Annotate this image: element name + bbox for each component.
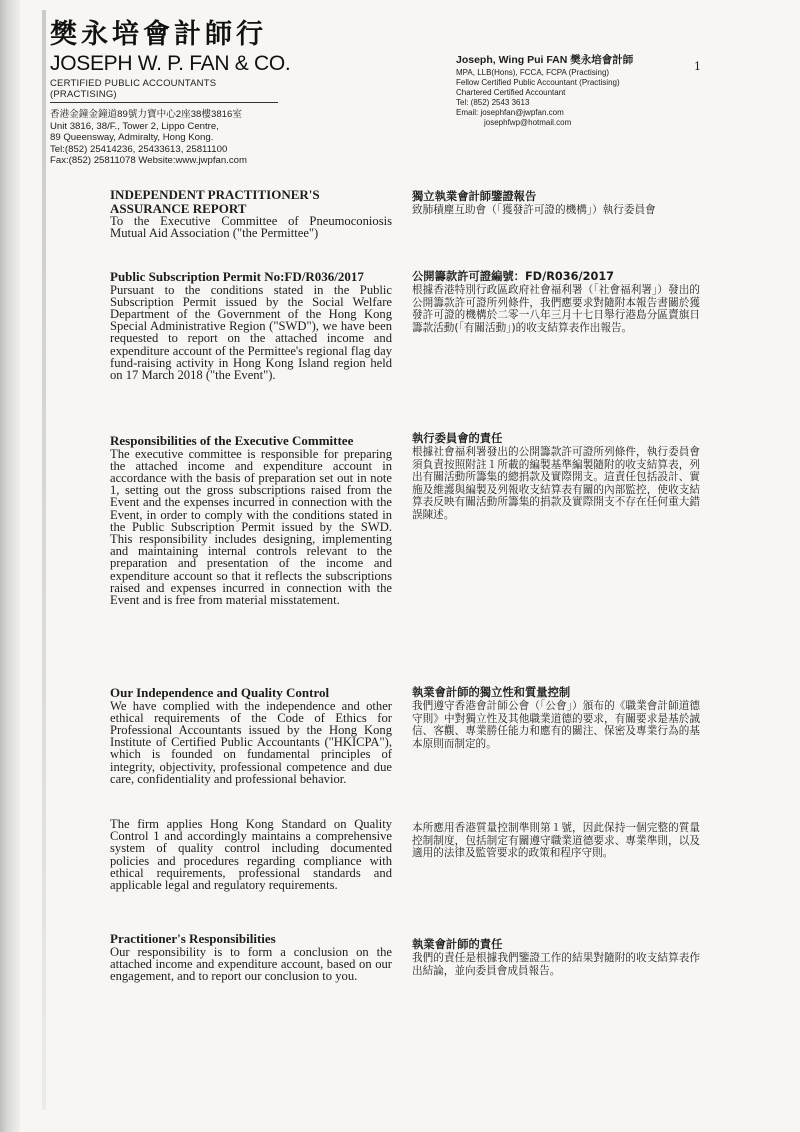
responsibilities-text-zh: 根據社會福利署發出的公開籌款許可證所列條件，執行委員會須負責按照附註１所載的編製基準編製隨附的收支結算表，列出有關活動所籌集的總捐款及實際開支。這責任包括設計、實施及維護與編製及列報收支結算表有關的內部監控，使收支結算表反映有關活動所籌集的捐款及實際開支不存在任何重大錯誤陳述。 <box>412 446 700 521</box>
partner-line: Fellow Certified Public Accountant (Practising) <box>456 78 620 87</box>
zh-title-block <box>412 190 700 217</box>
responsibilities-heading-zh: 執行委員會的責任 <box>412 432 503 445</box>
independence-heading-en: Our Independence and Quality Control <box>110 685 330 700</box>
scan-line <box>42 10 46 1110</box>
zh-independence-section <box>412 686 700 750</box>
permit-text-zh: 根據香港特別行政區政府社會福利署（「社會福利署」）發出的公開籌款許可證所列條件，我們應要求對隨附本報告書關於獲發許可證的機構於二零一八年三月十七日舉行港島分區賣旗日籌款活動(「有關活動」)的收支結算表作出報告。 <box>412 284 700 334</box>
partner-line: josephfwp@hotmail.com <box>484 118 572 127</box>
quality-text-zh: 本所應用香港質量控制準則第１號，因此保持一個完整的質量控制制度，包括制定有關遵守職業道德要求、專業準則，以及適用的法律及監管要求的政策和程序守則。 <box>412 822 700 860</box>
practitioner-text-zh: 我們的責任是根據我們鑒證工作的結果對隨附的收支結算表作出結論，並向委員會成員報告。 <box>412 952 700 977</box>
independence-text-en: We have complied with the independence and other ethical requirements of the Code of Ethics for Professional Accountants issued by the Hong Kong Institute of Certified Public Accountants ("HKICPA"), which is founded on fundamental principles of integrity, objectivity, professional competence and due care, confidentiality and professional behavior. <box>110 698 392 786</box>
letterhead <box>50 20 350 167</box>
report-title-zh: 獨立執業會計師鑒證報告 <box>412 190 537 203</box>
permit-heading-zh: 公開籌款許可證編號：FD/R036/2017 <box>412 270 615 283</box>
practitioner-heading-zh: 執業會計師的責任 <box>412 938 503 951</box>
partner-line: MPA, LLB(Hons), FCCA, FCPA (Practising) <box>456 68 610 77</box>
responsibilities-heading-en: Responsibilities of the Executive Committee <box>110 433 354 448</box>
partner-name: Joseph, Wing Pui FAN 樊永培會計師 <box>456 54 634 66</box>
en-permit-section <box>110 270 392 381</box>
practitioner-heading-en: Practitioner's Responsibilities <box>110 931 276 946</box>
independence-text-zh: 我們遵守香港會計師公會（「公會」）頒布的《職業會計師道德守則》中對獨立性及其他職業道德的要求，有關要求是基於誠信、客觀、專業勝任能力和應有的關注、保密及專業行為的基本原則而制定的。 <box>412 700 700 750</box>
en-quality-section <box>110 818 392 891</box>
partner-credentials <box>456 68 716 128</box>
addressee-en: To the Executive Committee of Pneumoconiosis Mutual Aid Association ("the Permittee") <box>110 214 392 241</box>
firm-subtitle: CERTIFIED PUBLIC ACCOUNTANTS (PRACTISING) <box>50 78 278 103</box>
quality-text-en: The firm applies Hong Kong Standard on Quality Control 1 and accordingly maintains a comprehensive system of quality control including documented policies and procedures regarding compliance with ethical requirements, professional standards and applicable legal and regulatory requirements. <box>110 817 392 893</box>
firm-address <box>50 109 350 167</box>
permit-text-en: Pursuant to the conditions stated in the Public Subscription Permit issued by the Social Welfare Department of the Government of the Hong Kong Special Administrative Region ("SWD"), we have been requested to report on the attached income and expenditure account of the Permittee's regional flag day fund-raising activity in Hong Kong Island region held on 17 March 2018 ("the Event"). <box>110 282 392 382</box>
en-independence-section <box>110 686 392 785</box>
address-line: Unit 3816, 38/F., Tower 2, Lippo Centre, <box>50 120 219 132</box>
firm-name: JOSEPH W. P. FAN & CO. <box>50 52 291 75</box>
en-title-block <box>110 188 392 239</box>
independence-heading-zh: 執業會計師的獨立性和質量控制 <box>412 686 571 699</box>
responsibilities-text-en: The executive committee is responsible for preparing the attached income and expenditure account in accordance with the basis of preparation set out in note 1, setting out the gross subscriptions raised from the Event and the expenses incurred in connection with the Event, in order to comply with the conditions stated in the Public Subscription Permit issued by the SWD. This responsibility includes designing, implementing and maintaining internal controls relevant to the preparation and presentation of the income and expenditure account so that it reflects the subscriptions raised and expenses incurred in connection with the Event and is free from material misstatement. <box>110 446 392 607</box>
partner-info <box>456 54 716 128</box>
page-number: 1 <box>694 60 701 73</box>
address-line: 89 Queensway, Admiralty, Hong Kong. <box>50 132 214 144</box>
partner-line: Chartered Certified Accountant <box>456 88 566 97</box>
en-responsibilities-section <box>110 434 392 606</box>
address-line: 香港金鐘金鐘道89號力寶中心2座38樓3816室 <box>50 109 242 120</box>
zh-practitioner-section <box>412 938 700 977</box>
zh-permit-section <box>412 270 700 334</box>
address-line: Fax:(852) 25811078 Website:www.jwpfan.com <box>50 155 247 167</box>
address-line: Tel:(852) 25414236, 25433613, 25811100 <box>50 143 228 155</box>
addressee-zh: 致肺積塵互助會（「獲發許可證的機構」）執行委員會 <box>412 204 656 216</box>
en-practitioner-section <box>110 932 392 982</box>
practitioner-text-en: Our responsibility is to form a conclusion on the attached income and expenditure account, based on our engagement, and to report our conclusion to you. <box>110 944 392 983</box>
zh-responsibilities-section <box>412 432 700 522</box>
zh-quality-section <box>412 822 700 860</box>
scan-edge <box>0 0 20 1132</box>
permit-heading-en: Public Subscription Permit No:FD/R036/2017 <box>110 269 364 284</box>
partner-line: Tel: (852) 2543 3613 <box>456 98 530 107</box>
report-title-en: INDEPENDENT PRACTITIONER'S ASSURANCE REPORT <box>110 187 320 216</box>
firm-chinese-name: 樊永培會計師行 <box>50 19 267 50</box>
partner-line: Email: josephfan@jwpfan.com <box>456 108 564 117</box>
